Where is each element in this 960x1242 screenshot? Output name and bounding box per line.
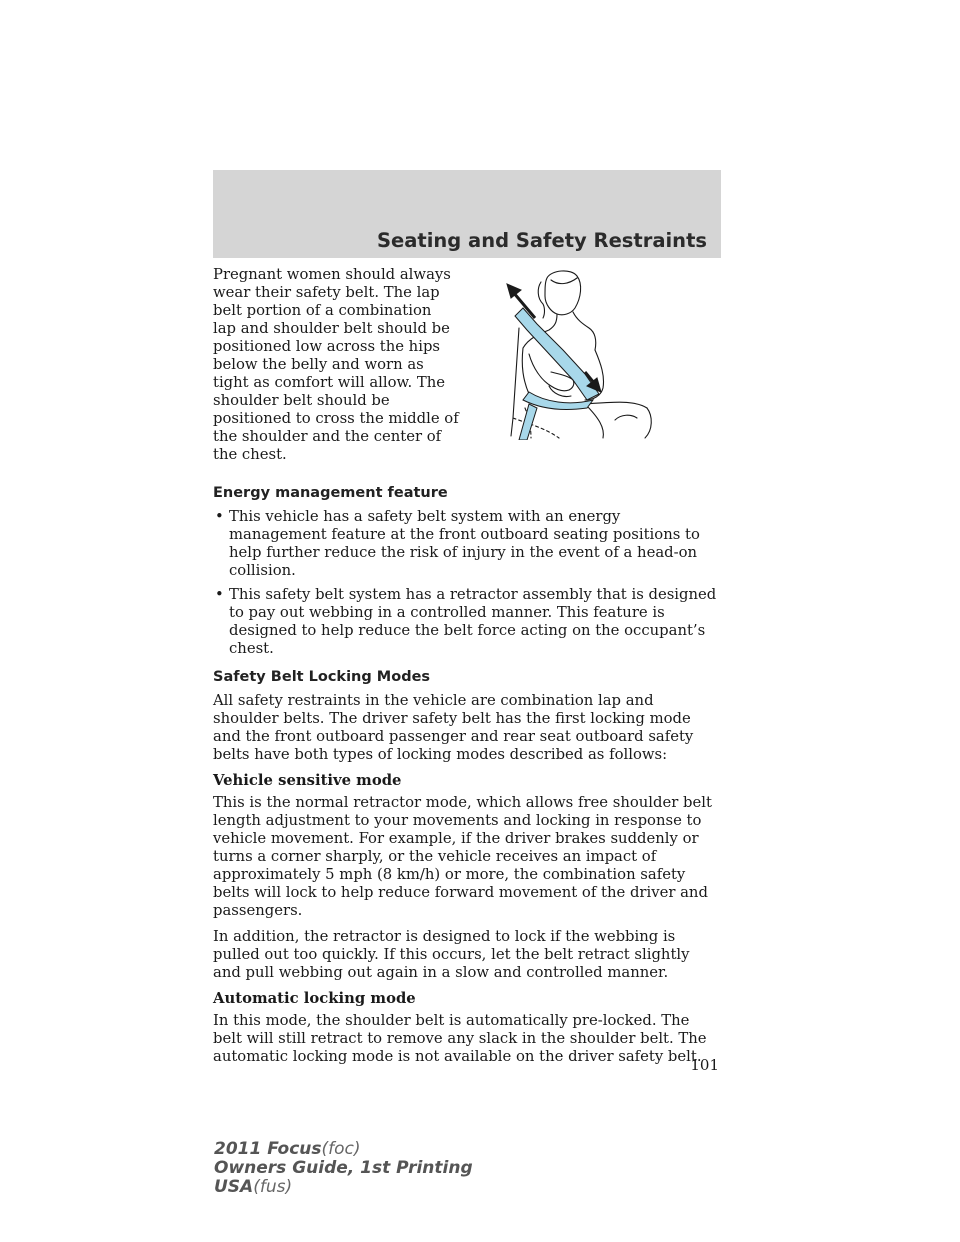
list-item (213, 586, 721, 658)
bullet-icon: • (215, 586, 224, 603)
automatic-locking-paragraph: In this mode, the shoulder belt is automatically pre-locked. The belt will still retract to remove any slack in the shoulder belt. The automatic locking mode is not available on the driver safety belt. (213, 1012, 707, 1065)
page-number: 101 (690, 1056, 719, 1074)
footer-line-2: Owners Guide, 1st Printing (214, 1158, 473, 1178)
seatbelt-figure-svg (489, 268, 657, 440)
footer-market-code: (fus) (253, 1177, 293, 1197)
footer-model-code: (foc) (321, 1139, 361, 1159)
list-item-text: This safety belt system has a retractor assembly that is designed to pay out webbing in a controlled manner. This feature is designed to help reduce the belt force acting on the occupant’s chest. (229, 586, 717, 657)
list-item-text: This vehicle has a safety belt system with an energy management feature at the front outboard seating positions to help further reduce the risk of injury in the event of a head-on collision. (229, 508, 700, 579)
intro-row (213, 266, 721, 464)
footer-line-3 (214, 1178, 473, 1197)
footer-model: 2011 Focus (214, 1139, 322, 1159)
pregnant-woman-seatbelt-illustration (489, 268, 657, 440)
section-title: Seating and Safety Restraints (376, 229, 707, 252)
retractor-paragraph: In addition, the retractor is designed to lock if the webbing is pulled out too quickly. If this occurs, let the belt retract slightly and pull webbing out again in a slow and controlled manner. (213, 928, 690, 981)
footer (214, 1140, 473, 1197)
intro-paragraph: Pregnant women should always wear their safety belt. The lap belt portion of a combination lap and shoulder belt should be positioned low across the hips below the belly and worn as tight as comfort will allow. The shoulder belt should be positioned to cross the middle of the shoulder and the center of the chest. (213, 266, 459, 463)
footer-line-1 (214, 1140, 473, 1159)
list-item (213, 508, 721, 580)
energy-management-heading: Energy management feature (213, 485, 448, 501)
automatic-locking-heading: Automatic locking mode (213, 990, 416, 1007)
vehicle-sensitive-heading: Vehicle sensitive mode (213, 772, 402, 789)
locking-modes-paragraph: All safety restraints in the vehicle are combination lap and shoulder belts. The driver safety belt has the first locking mode and the front outboard passenger and rear seat outboard safety belts have both types of locking modes described as follows: (213, 692, 694, 763)
vehicle-sensitive-paragraph: This is the normal retractor mode, which allows free shoulder belt length adjustment to your movements and locking in response to vehicle movement. For example, if the driver brakes suddenly or turns a corner sharply, or the vehicle receives an impact of approximately 5 mph (8 km/h) or more, the combination safety belts will lock to help reduce forward movement of the driver and passengers. (213, 794, 712, 919)
section-header-band (213, 170, 721, 258)
page-content (213, 266, 721, 1074)
energy-management-list (213, 508, 721, 658)
footer-market: USA (214, 1177, 254, 1197)
bullet-icon: • (215, 508, 224, 525)
locking-modes-heading: Safety Belt Locking Modes (213, 669, 431, 685)
